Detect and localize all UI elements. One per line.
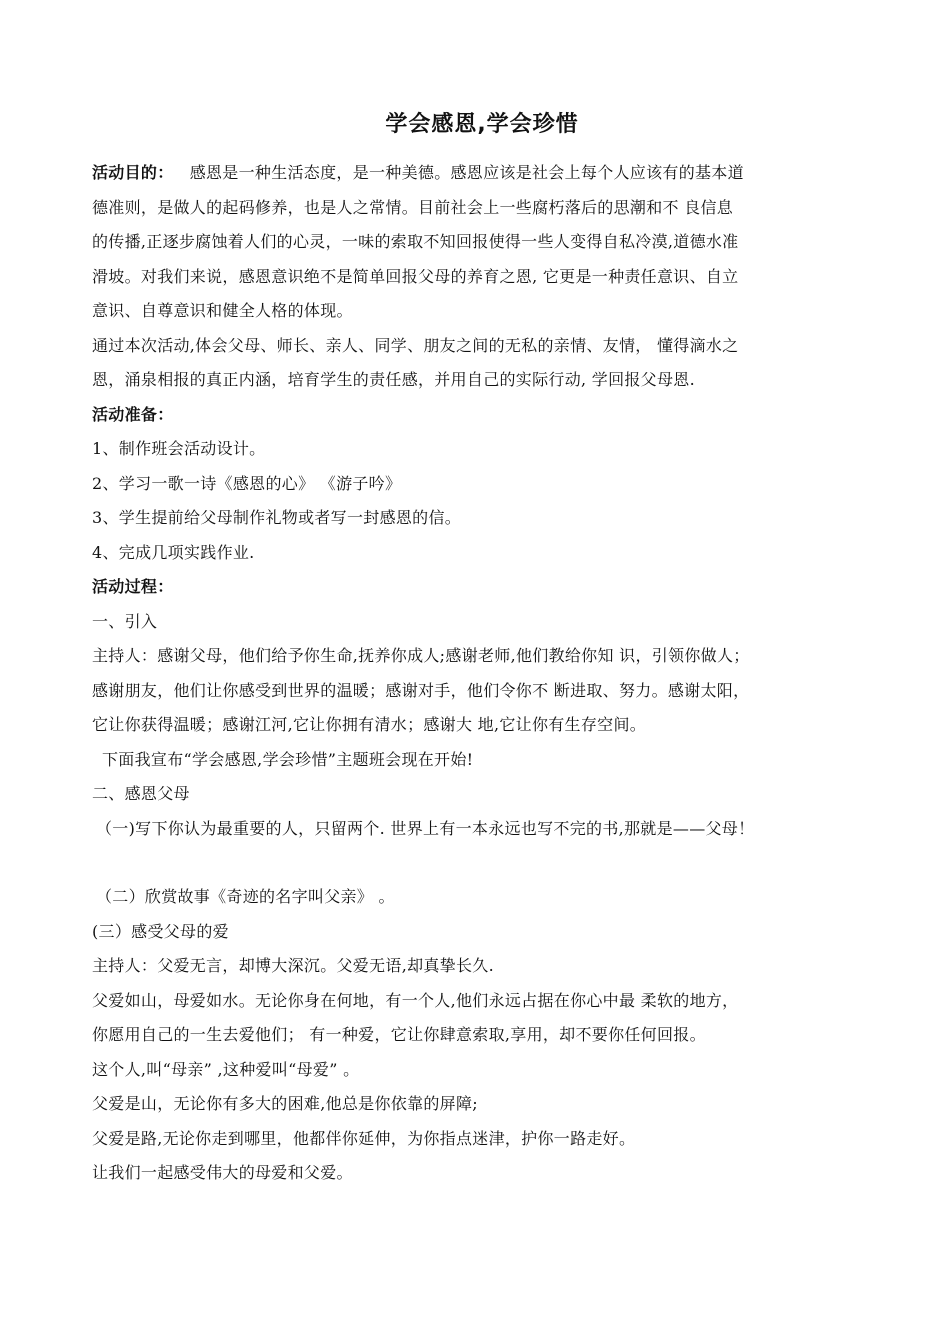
purpose-line: 意识、自尊意识和健全人格的体现。 <box>92 301 353 320</box>
document-page <box>92 108 872 1191</box>
preparation-item: 2、学习一歌一诗《感恩的心》 《游子吟》 <box>92 473 402 493</box>
section2-item2: （二）欣赏故事《奇迹的名字叫父亲》 。 <box>96 887 395 906</box>
section1-line: 主持人：感谢父母，他们给予你生命,抚养你成人;感谢老师,他们教给你知 识，引领你做人； <box>92 646 750 665</box>
section1-heading: 一、引入 <box>92 611 158 631</box>
section2-item1: （一)写下你认为最重要的人，只留两个. 世界上有一本永远也写不完的书,那就是——父母！ <box>96 818 755 838</box>
blank-line <box>92 846 872 880</box>
section2-line: 你愿用自己的一生去爱他们； 有一种爱，它让你肆意索取,享用，却不要你任何回报。 <box>92 1025 706 1044</box>
section1-line: 它让你获得温暖；感谢江河,它让你拥有清水；感谢大 地,它让你有生存空间。 <box>92 715 647 734</box>
section2-heading: 二、感恩父母 <box>92 784 190 803</box>
purpose-line: 滑坡。对我们来说，感恩意识绝不是简单回报父母的养育之恩, 它更是一种责任意识、自立 <box>92 266 739 286</box>
section2-line: 主持人：父爱无言，却博大深沉。父爱无语,却真挚长久. <box>92 956 494 975</box>
section2-item3: (三）感受父母的爱 <box>92 921 229 941</box>
purpose-line: 的传播,正逐步腐蚀着人们的心灵，一味的索取不知回报使得一些人变得自私冷漠,道德水准 <box>92 232 739 251</box>
section1-announcement: 下面我宣布“学会感恩,学会珍惜”主题班会现在开始! <box>102 749 474 769</box>
section2-line: 父爱是路,无论你走到哪里，他都伴你延伸，为你指点迷津，护你一路走好。 <box>92 1128 636 1148</box>
purpose-line: 通过本次活动,体会父母、师长、亲人、同学、朋友之间的无私的亲情、友情， 懂得滴水之 <box>92 335 739 355</box>
preparation-item: 3、学生提前给父母制作礼物或者写一封感恩的信。 <box>92 508 462 527</box>
section2-line: 这个人,叫“母亲” ,这种爱叫“母爱” 。 <box>92 1059 360 1079</box>
preparation-label: 活动准备： <box>92 404 174 424</box>
section2-line: 让我们一起感受伟大的母爱和父爱。 <box>92 1163 353 1182</box>
purpose-line: 恩，涌泉相报的真正内涵，培育学生的责任感，并用自己的实际行动, 学回报父母恩. <box>92 370 695 389</box>
section2-line: 父爱是山，无论你有多大的困难,他总是你依靠的屏障; <box>92 1094 478 1113</box>
purpose-label: 活动目的： <box>92 163 174 182</box>
process-label: 活动过程： <box>92 577 174 596</box>
purpose-line: 德准则，是做人的起码修养，也是人之常情。目前社会上一些腐朽落后的思潮和不 良信息 <box>92 197 734 217</box>
purpose-paragraph <box>92 156 872 191</box>
section1-line: 感谢朋友，他们让你感受到世界的温暖；感谢对手，他们令你不 断进取、努力。感谢太阳， <box>92 680 750 700</box>
preparation-item: 4、完成几项实践作业. <box>92 542 255 562</box>
section2-line: 父爱如山，母爱如水。无论你身在何地，有一个人,他们永远占据在你心中最 柔软的地方， <box>92 990 739 1010</box>
purpose-line: 感恩是一种生活态度，是一种美德。感恩应该是社会上每个人应该有的基本道 <box>189 163 744 182</box>
preparation-item: 1、制作班会活动设计。 <box>92 439 266 458</box>
document-title: 学会感恩,学会珍惜 <box>385 112 579 137</box>
